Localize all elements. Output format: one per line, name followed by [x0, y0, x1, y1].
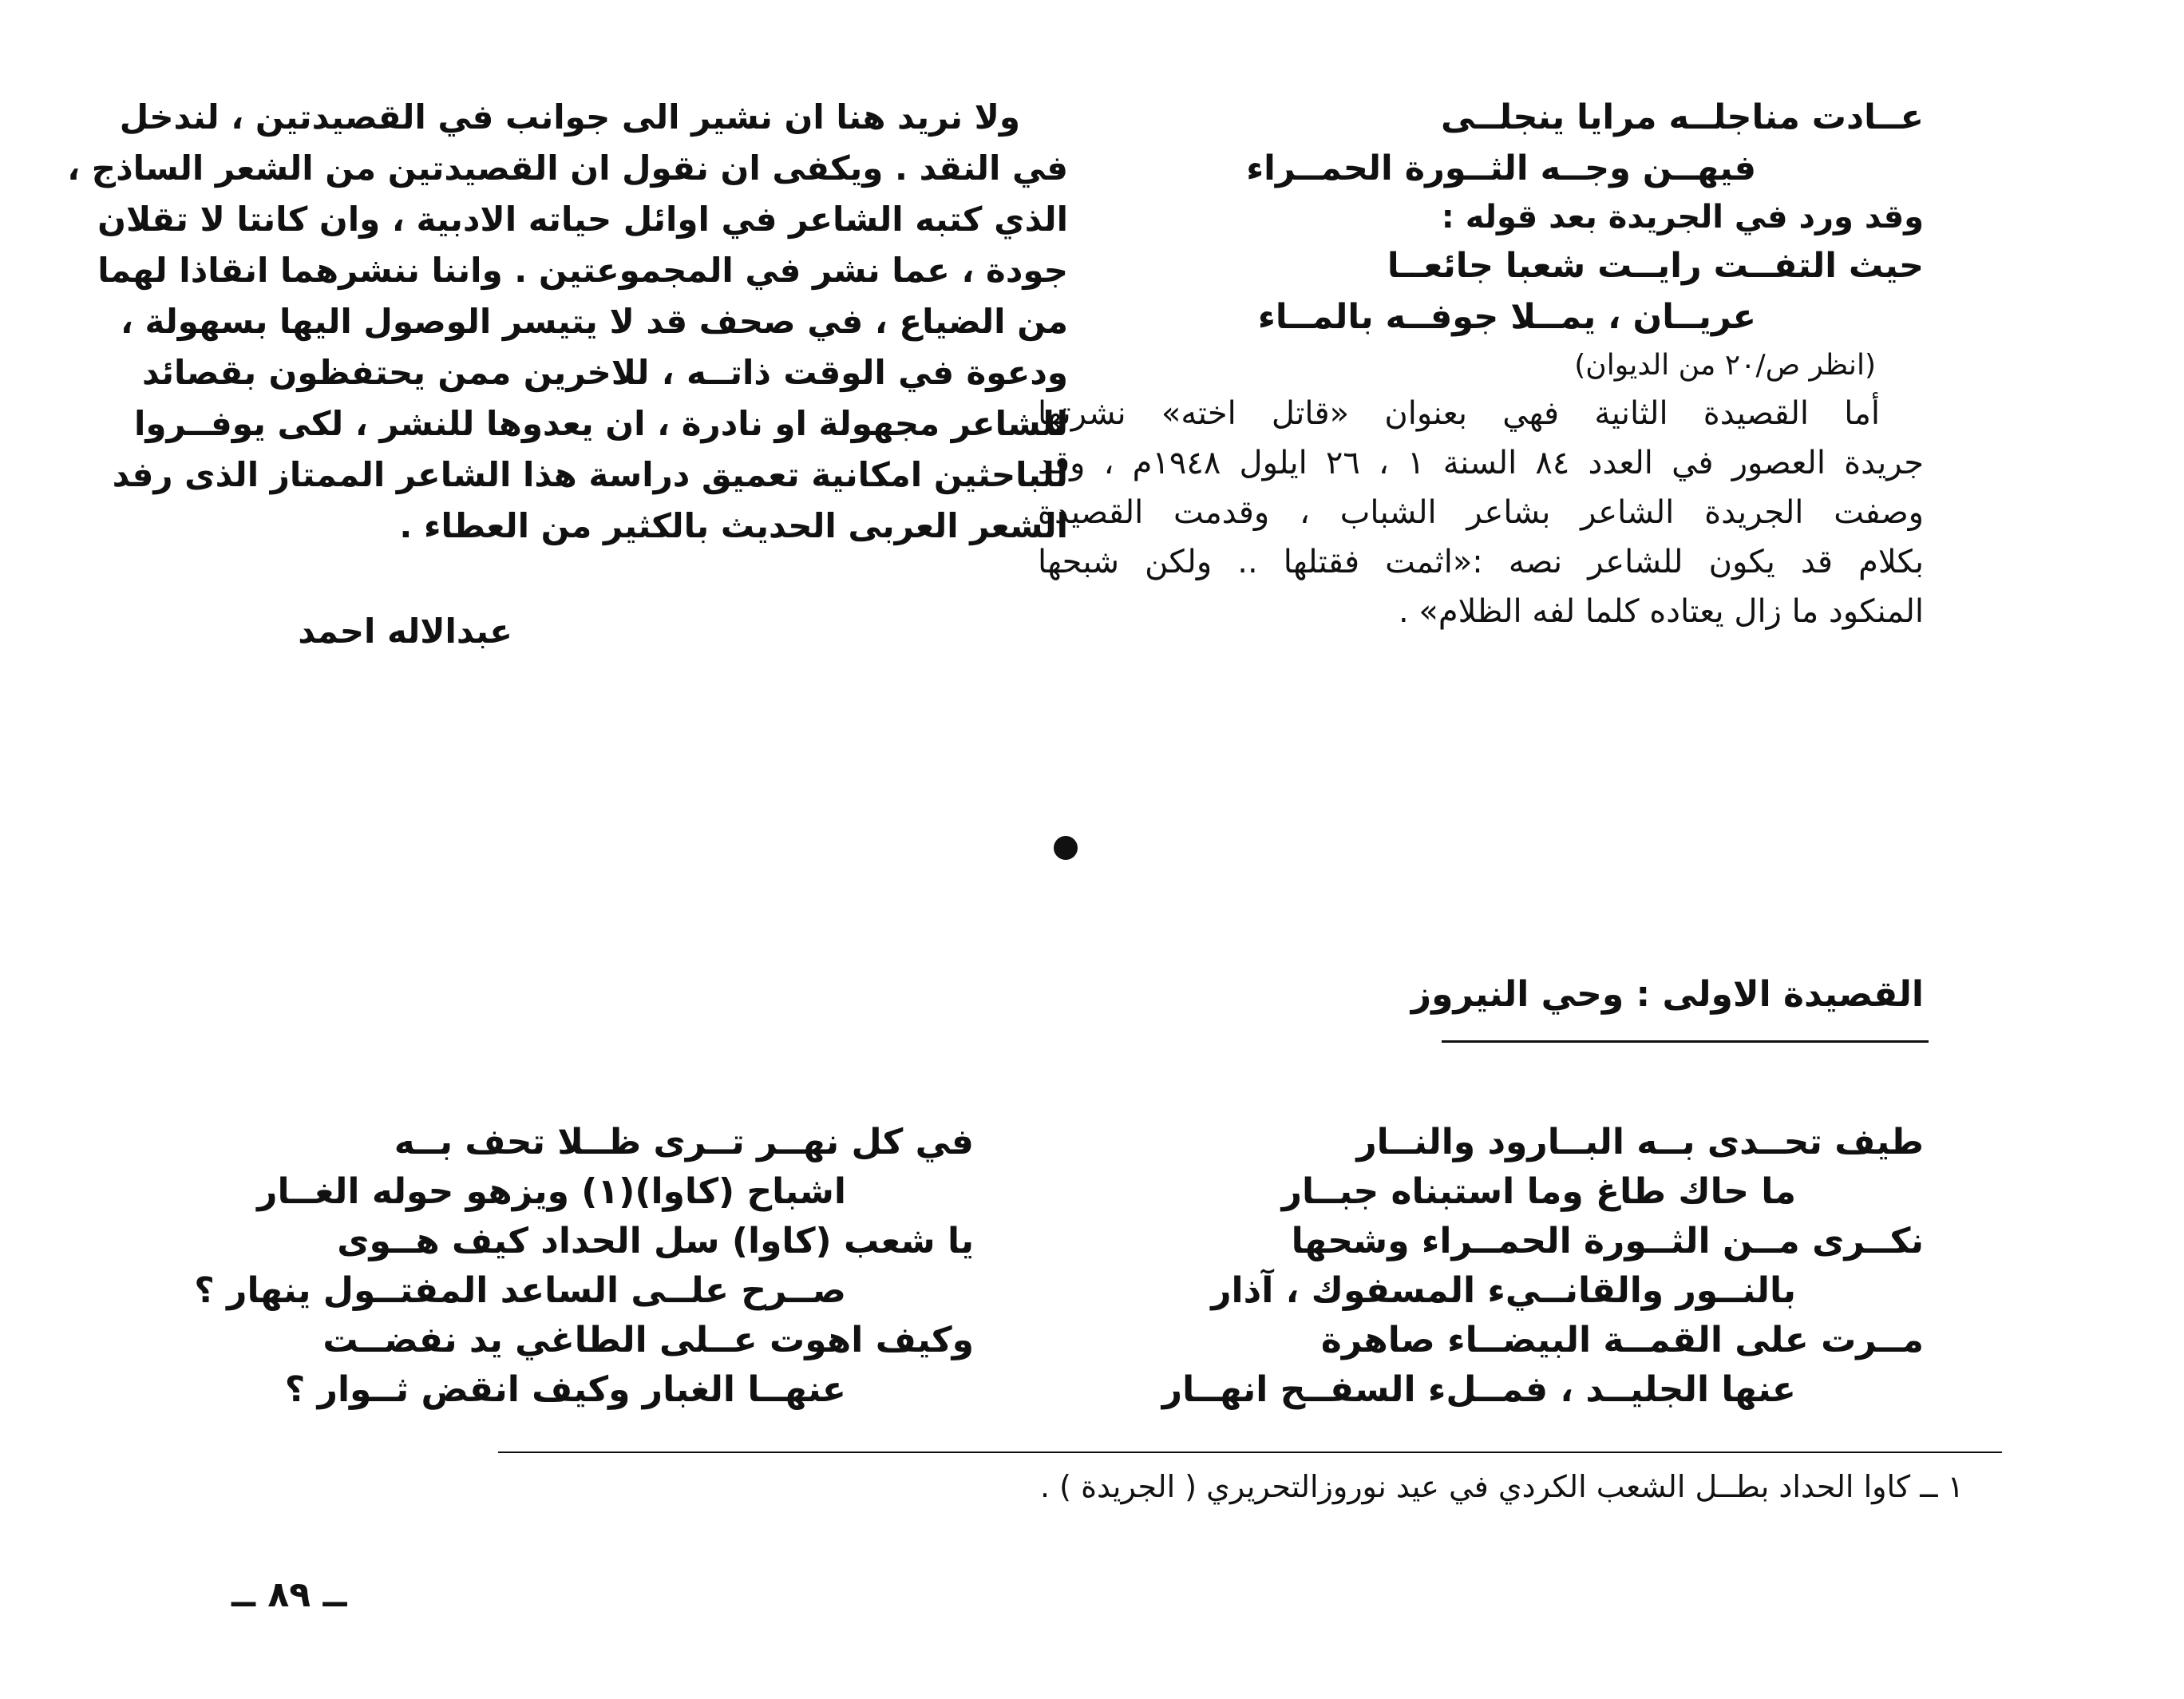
paragraph-line: الشعر العربى الحديث بالكثير من العطاء .	[399, 506, 1068, 545]
paragraph-line: ودعوة في الوقت ذاتــه ، للاخرين ممن يحتفظون بقصائد	[142, 353, 1068, 392]
paragraph-line: في النقد . ويكفى ان نقول ان القصيدتين من الشعر الساذج ،	[67, 149, 1068, 188]
poem-right-column	[1161, 1118, 1924, 1415]
poem-line: بالنــور والقانــيء المسفوك ، آذار	[1211, 1270, 1796, 1311]
poem-line: مــرت على القمــة البيضــاء صاهرة	[1320, 1320, 1924, 1360]
poem-line: عنهــا الغبار وكيف انقض ثــوار ؟	[284, 1369, 846, 1410]
paragraph-line: للشاعر مجهولة او نادرة ، ان يعدوها للنشر ، لكى يوفــروا	[133, 404, 1068, 443]
paragraph-line: أما القصيدة الثانية فهي بعنوان «قاتل اخته» نشرتها	[1038, 395, 1880, 432]
verse-line: عــادت مناجلــه مرايا ينجلــى	[1441, 97, 1924, 137]
title-underline	[1442, 1040, 1929, 1043]
right-column-top	[1038, 92, 1924, 636]
verse-line: فيهــن وجــه الثــورة الحمــراء	[1246, 149, 1756, 188]
poem-line: يا شعب (كاوا) سل الحداد كيف هــوى	[337, 1221, 974, 1261]
poem-left-column	[194, 1118, 974, 1415]
paragraph-line: جريدة العصور في العدد ٨٤ السنة ١ ، ٢٦ ايلول ١٩٤٨م ، وقد	[1038, 445, 1924, 481]
paragraph-line: ولا نريد هنا ان نشير الى جوانب في القصيدتين ، لندخل	[119, 97, 1020, 137]
poem-title: القصيدة الاولى : وحي النيروز	[1410, 974, 1924, 1015]
diwan-reference: (انظر ص/٢٠ من الديوان)	[1574, 349, 1876, 382]
page-number: ــ ٨٩ ــ	[231, 1574, 347, 1615]
poem-line: طيف تحــدى بــه البــارود والنــار	[1356, 1122, 1924, 1162]
paragraph-line: بكلام قد يكون للشاعر نصه :«اثمت فقتلها .. ولكن شبحها	[1038, 544, 1924, 580]
verse-line: حيث التفــت رايــت شعبا جائعــا	[1387, 246, 1924, 286]
poem-line: صــرح علــى الساعد المفتــول ينهار ؟	[194, 1270, 846, 1311]
verse-line: عريــان ، يمــلا جوفــه بالمــاء	[1257, 297, 1756, 337]
intro-text: وقد ورد في الجريدة بعد قوله :	[1441, 199, 1924, 236]
poem-line: نكــرى مــن الثــورة الحمــراء وشحها	[1291, 1221, 1924, 1261]
paragraph-line: الذي كتبه الشاعر في اوائل حياته الادبية ، وان كانتا لا تقلان	[97, 200, 1068, 239]
left-column-top	[67, 92, 1068, 552]
paragraph-line: المنكود ما زال يعتاده كلما لفه الظلام» .	[1398, 593, 1924, 630]
poem-line: في كل نهــر تــرى ظــلا تحف بــه	[394, 1122, 974, 1162]
poem-line: وكيف اهوت عــلى الطاغي يد نفضــت	[322, 1320, 974, 1360]
section-bullet	[1054, 836, 1078, 860]
footnote: ١ ــ كاوا الحداد بطــل الشعب الكردي في عيد نوروزالتحريري ( الجريدة ) .	[1040, 1469, 1964, 1504]
second-poem-paragraph	[1038, 389, 1924, 636]
author-signature: عبدالاله احمد	[298, 612, 512, 651]
footnote-rule	[498, 1451, 2002, 1453]
paragraph-line: جودة ، عما نشر في المجموعتين . واننا ننشرهما انقاذا لهما	[97, 251, 1068, 290]
paragraph-line: وصفت الجريدة الشاعر بشاعر الشباب ، وقدمت القصيدة	[1038, 494, 1924, 531]
poem-line: اشباح (كاوا)(١) ويزهو حوله الغــار	[257, 1171, 846, 1212]
poem-line: عنها الجليــد ، فمــلء السفــح انهــار	[1161, 1369, 1796, 1410]
paragraph-line: من الضياع ، في صحف قد لا يتيسر الوصول اليها بسهولة ،	[120, 302, 1068, 341]
paragraph-line: للباحثين امكانية تعميق دراسة هذا الشاعر الممتاز الذى رفد	[112, 455, 1068, 494]
poem-line: ما حاك طاغ وما استبناه جبــار	[1281, 1171, 1796, 1212]
